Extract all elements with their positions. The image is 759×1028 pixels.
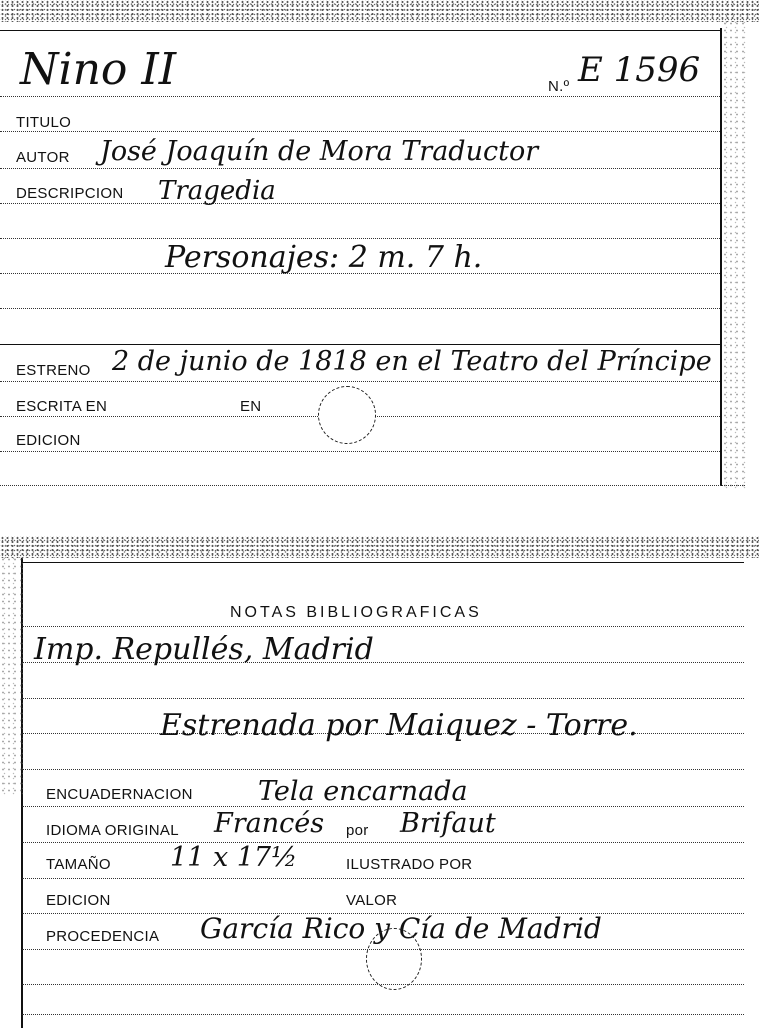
escrita-en-label: ESCRITA EN	[16, 398, 108, 415]
punch-hole	[318, 386, 376, 444]
rule	[0, 96, 720, 97]
edicion-label: EDICION	[16, 432, 81, 449]
descripcion-label: DESCRIPCION	[16, 185, 124, 202]
rule	[22, 626, 744, 627]
rule	[22, 878, 744, 879]
ilustrado-label: ILUSTRADO POR	[346, 856, 473, 873]
valor-label: VALOR	[346, 892, 398, 909]
card-side-speckle	[0, 556, 24, 796]
rule	[0, 131, 720, 132]
encuadernacion-label: ENCUADERNACION	[46, 786, 193, 803]
note-line-2: Estrenada por Maiquez - Torre.	[160, 708, 638, 743]
catalog-number: E 1596	[578, 50, 701, 90]
card-side-speckle	[722, 20, 746, 490]
rule	[0, 344, 720, 345]
rule	[22, 1014, 744, 1015]
rule	[22, 842, 744, 843]
por-value: Brifaut	[400, 808, 496, 839]
estreno-label: ESTRENO	[16, 362, 91, 379]
edicion-label-back: EDICION	[46, 892, 111, 909]
procedencia-value: García Rico y Cía de Madrid	[200, 912, 602, 945]
card-top-edge	[0, 536, 759, 558]
estreno-value: 2 de junio de 1818 en el Teatro del Príncipe	[112, 346, 712, 377]
note-line-1: Imp. Repullés, Madrid	[34, 632, 374, 667]
titulo-label: TITULO	[16, 114, 72, 131]
rule	[0, 308, 720, 309]
catalog-card-back	[0, 536, 759, 1028]
rule	[0, 451, 720, 452]
encuadernacion-value: Tela encarnada	[258, 776, 468, 807]
rule	[0, 168, 720, 169]
notas-heading: NOTAS BIBLIOGRAFICAS	[230, 604, 482, 621]
punch-hole	[366, 928, 422, 990]
rule	[0, 381, 720, 382]
idioma-label: IDIOMA ORIGINAL	[46, 822, 179, 839]
autor-label: AUTOR	[16, 149, 70, 166]
procedencia-label: PROCEDENCIA	[46, 928, 160, 945]
catalog-number-label: N.º	[548, 78, 570, 95]
rule	[0, 238, 720, 239]
por-label: por	[346, 822, 369, 839]
rule	[0, 485, 745, 486]
idioma-value: Francés	[214, 808, 325, 839]
personajes-value: Personajes: 2 m. 7 h.	[165, 240, 483, 275]
autor-value: José Joaquín de Mora Traductor	[100, 136, 539, 167]
rule	[0, 203, 720, 204]
rule	[22, 769, 744, 770]
catalog-card-front	[0, 0, 759, 500]
rule	[22, 562, 744, 563]
tamano-label: TAMAÑO	[46, 856, 111, 873]
descripcion-value: Tragedia	[158, 176, 276, 206]
card-top-edge	[0, 0, 759, 22]
rule	[0, 30, 720, 31]
handwritten-title: Nino II	[20, 44, 177, 95]
en-label: EN	[240, 398, 262, 415]
tamano-value: 11 x 17½	[170, 842, 298, 873]
rule	[22, 698, 744, 699]
